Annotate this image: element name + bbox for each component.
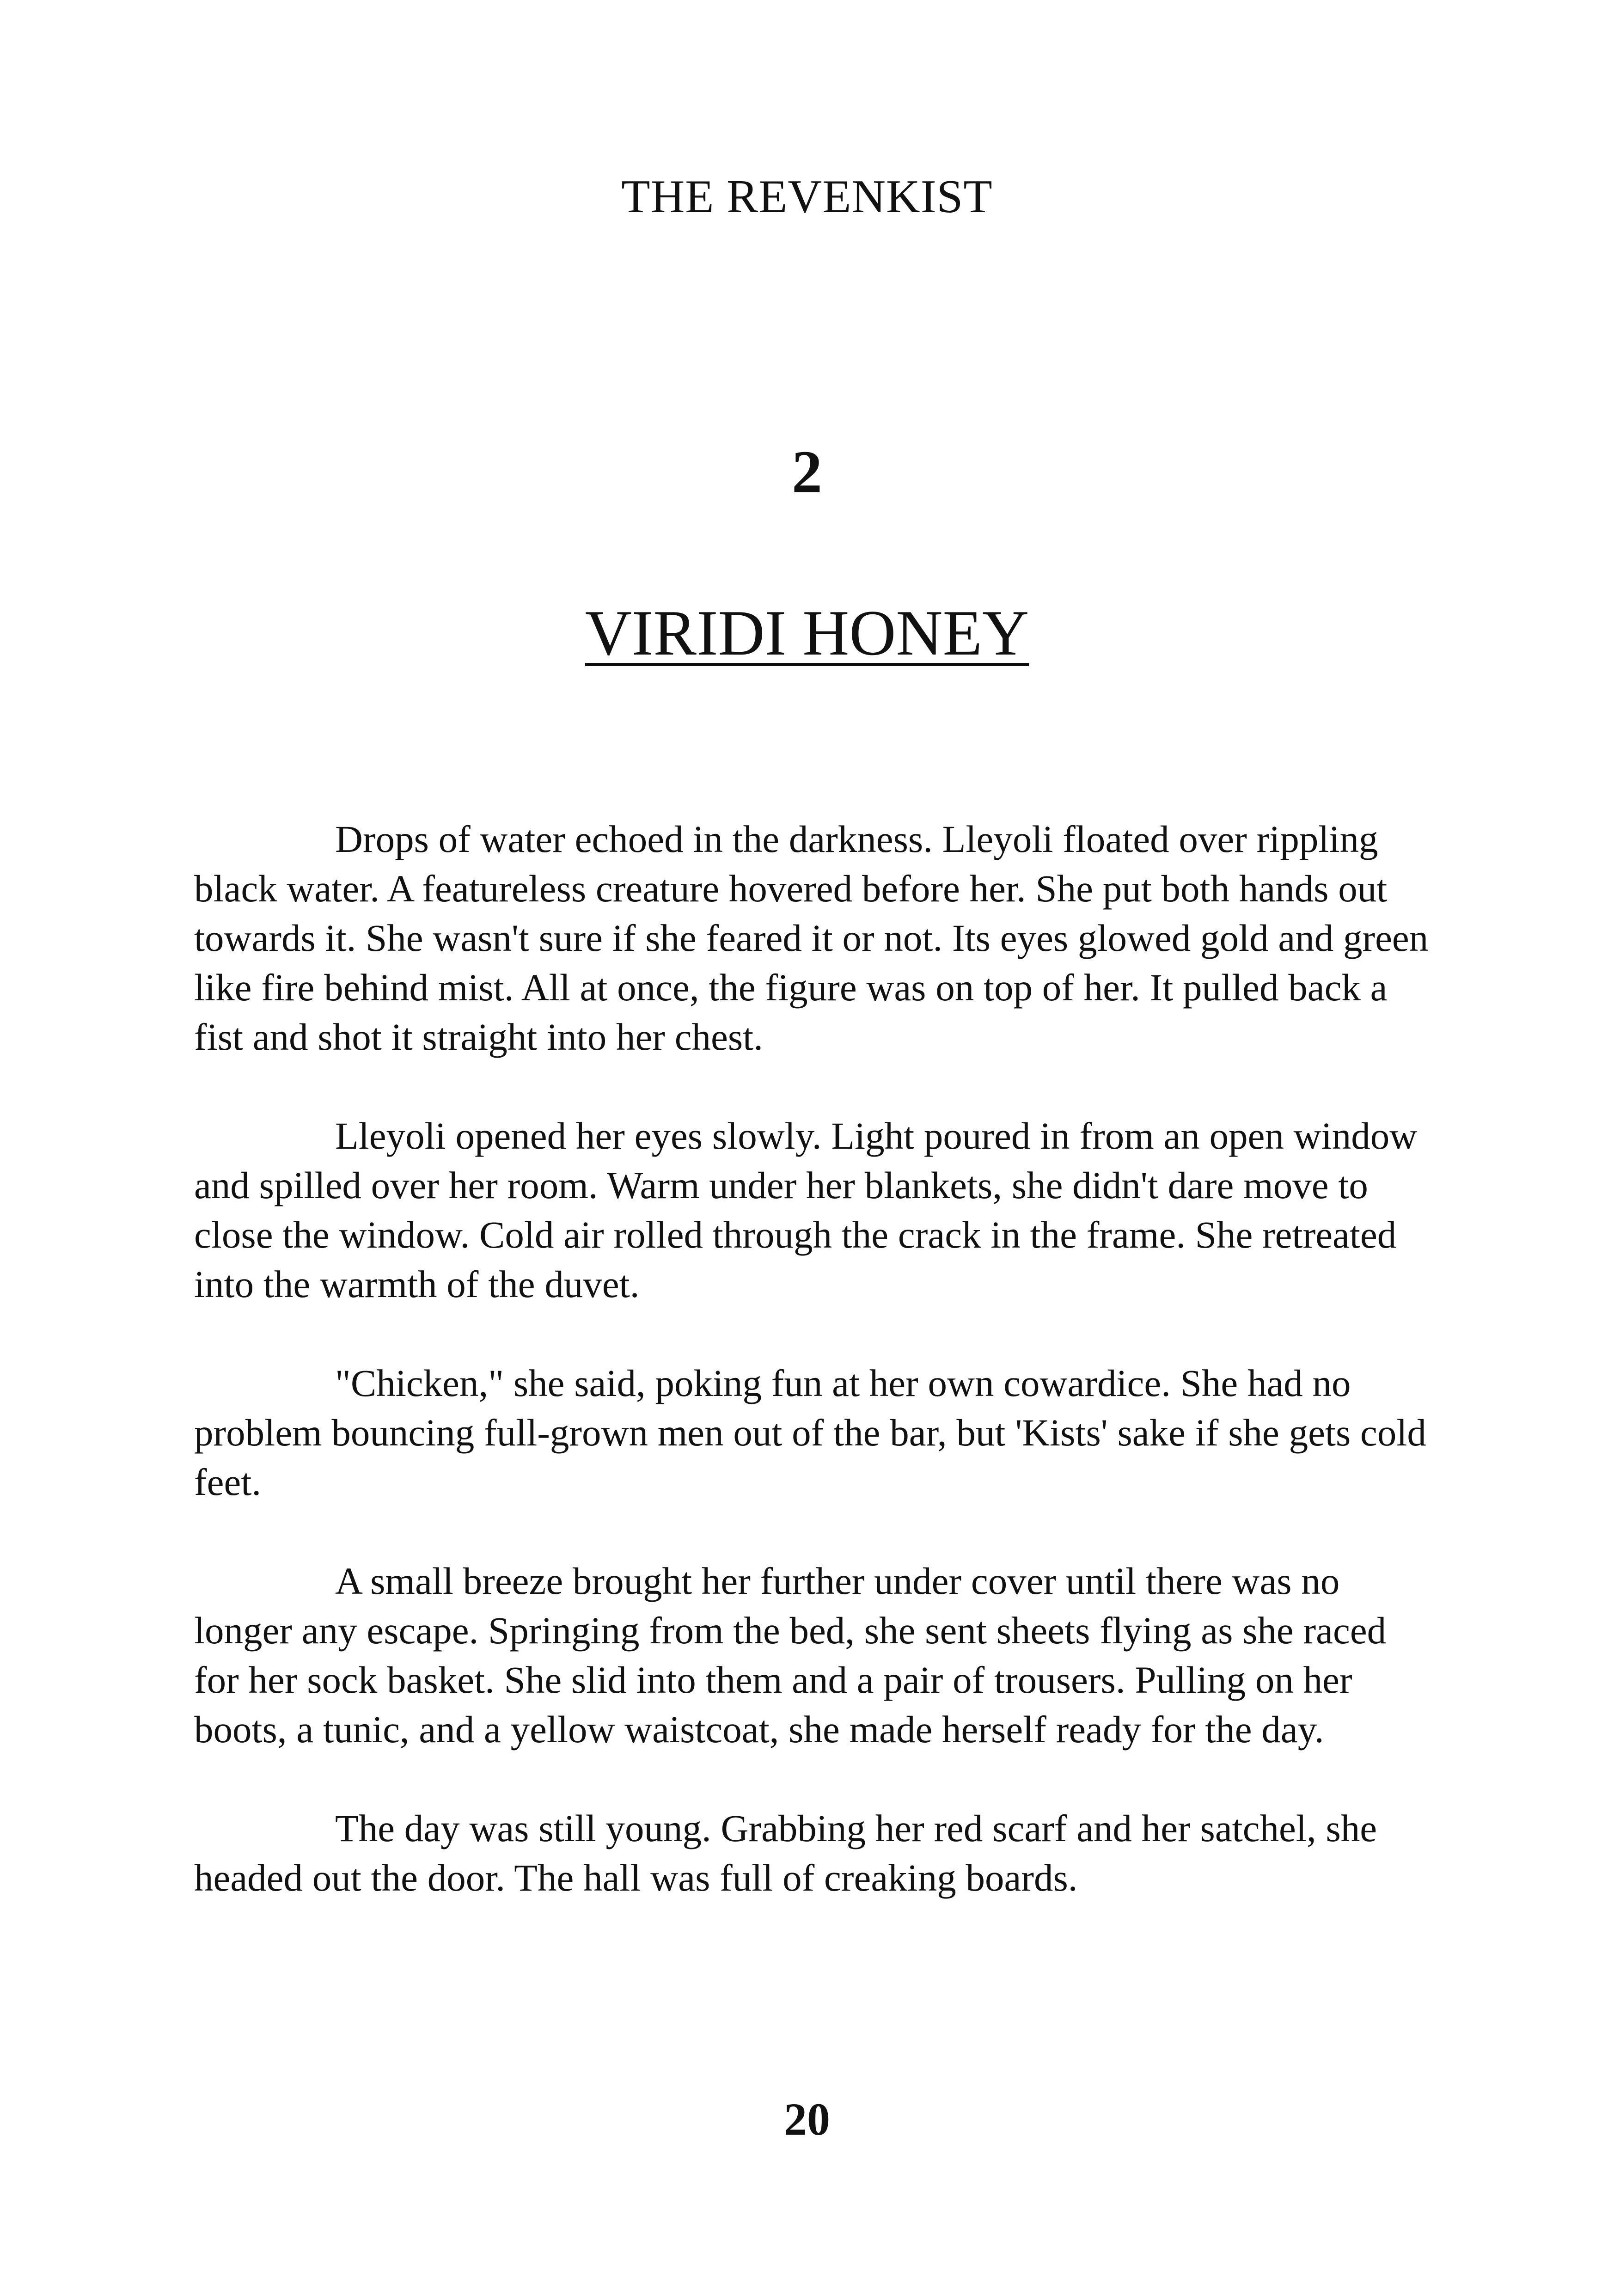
chapter-title: VIRIDI HONEY	[585, 597, 1029, 669]
paragraph: "Chicken," she said, poking fun at her own cowardice. She had no problem bouncing full-grown men out of the bar, but 'Kists' sake if she gets cold feet.	[194, 1362, 1426, 1503]
paragraph: Drops of water echoed in the darkness. Lleyoli floated over rippling black water. A featureless creature hovered before her. She put both hands out towards it. She wasn't sure if she feared it or not. Its eyes glowed gold and green like fire behind mist. All at once, the figure was on top of her. It pulled back a fist and shot it straight into her chest.	[194, 818, 1429, 1058]
paragraph: The day was still young. Grabbing her red scarf and her satchel, she headed out the door. The hall was full of creaking boards.	[194, 1807, 1377, 1899]
chapter-body	[194, 814, 1433, 1903]
paragraph: Lleyoli opened her eyes slowly. Light poured in from an open window and spilled over her room. Warm under her blankets, she didn't dare move to close the window. Cold air rolled through the crack in the frame. She retreated into the warmth of the duvet.	[194, 1114, 1418, 1305]
page-number: 20	[784, 2094, 830, 2145]
chapter-number: 2	[792, 438, 822, 506]
paragraph: A small breeze brought her further under cover until there was no longer any escape. Springing from the bed, she sent sheets flying as she raced for her sock basket. She slid into them and a pair of trousers. Pulling on her boots, a tunic, and a yellow waistcoat, she made herself ready for the day.	[194, 1560, 1387, 1751]
running-head: THE REVENKIST	[621, 171, 993, 223]
